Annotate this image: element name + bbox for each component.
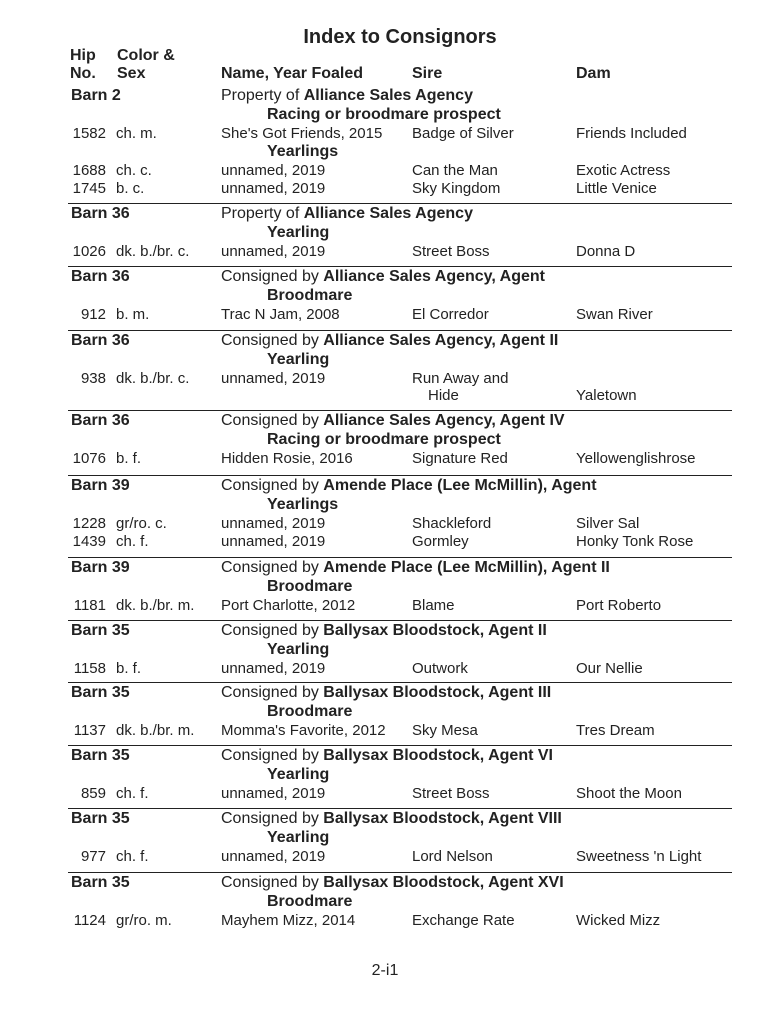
consignor-section — [68, 872, 732, 933]
consignor-name: Ballysax Bloodstock, Agent II — [323, 622, 547, 639]
consignor-name: Alliance Sales Agency — [303, 87, 473, 104]
consignor-line — [221, 559, 610, 577]
sire: Street Boss — [412, 785, 490, 802]
sire-continued: Hide — [428, 387, 459, 404]
color-sex: b. f. — [116, 450, 142, 467]
table-row — [68, 162, 732, 180]
barn-label: Barn 35 — [71, 747, 130, 764]
page-title: Index to Consignors — [303, 26, 497, 48]
color-sex: ch. f. — [116, 533, 149, 550]
color-sex: ch. m. — [116, 125, 157, 142]
sire: Gormley — [412, 533, 469, 550]
barn-label: Barn 35 — [71, 874, 130, 891]
horse-name: unnamed, 2019 — [221, 243, 326, 260]
table-row — [68, 125, 732, 143]
hip-number: 1137 — [73, 722, 106, 739]
hip-number: 1026 — [72, 243, 106, 260]
consignor-line — [221, 747, 553, 765]
hip-number: 1582 — [72, 125, 106, 142]
table-row — [68, 370, 732, 404]
barn-label: Barn 2 — [71, 87, 121, 104]
consignor-prefix: Consigned by — [221, 622, 324, 639]
consignor-name: Alliance Sales Agency, Agent II — [323, 332, 559, 349]
color-sex: ch. f. — [116, 848, 149, 865]
consignor-section — [68, 475, 732, 550]
table-row — [68, 722, 732, 740]
hip-number: 1181 — [73, 597, 106, 614]
horse-name: unnamed, 2019 — [221, 533, 326, 550]
sire: Signature Red — [412, 450, 508, 467]
category-label: Racing or broodmare prospect — [267, 106, 501, 123]
consignor-name: Ballysax Bloodstock, Agent XVI — [323, 874, 564, 891]
consignor-prefix: Property of — [221, 87, 304, 104]
dam: Tres Dream — [576, 722, 655, 739]
consignor-section — [68, 808, 732, 869]
consignor-name: Amende Place (Lee McMillin), Agent II — [323, 559, 610, 576]
color-sex: gr/ro. c. — [116, 515, 167, 532]
sire: Outwork — [412, 660, 468, 677]
consignor-line — [221, 332, 558, 350]
consignor-prefix: Property of — [221, 205, 304, 222]
hip-number: 912 — [80, 306, 106, 323]
consignor-prefix: Consigned by — [221, 684, 324, 701]
column-header-color-sex: Color & Sex — [117, 47, 175, 82]
consignor-line — [221, 874, 564, 892]
dam: Yaletown — [576, 387, 637, 404]
category-label: Broodmare — [267, 578, 353, 595]
horse-name: unnamed, 2019 — [221, 848, 326, 865]
color-sex: b. f. — [116, 660, 142, 677]
dam: Yellowenglishrose — [576, 450, 696, 467]
color-sex: dk. b./br. m. — [116, 722, 195, 739]
category-label: Yearling — [267, 351, 330, 368]
dam: Wicked Mizz — [576, 912, 661, 929]
consignor-prefix: Consigned by — [221, 268, 324, 285]
dam: Little Venice — [576, 180, 657, 197]
consignor-line — [221, 87, 473, 105]
color-sex: b. m. — [116, 306, 150, 323]
barn-label: Barn 39 — [71, 559, 130, 576]
table-row — [68, 515, 732, 533]
dam: Friends Included — [576, 125, 687, 142]
table-row — [68, 450, 732, 468]
barn-label: Barn 36 — [71, 412, 130, 429]
color-sex: dk. b./br. m. — [116, 597, 195, 614]
page-number: 2-i1 — [371, 962, 399, 979]
horse-name: Momma's Favorite, 2012 — [221, 722, 386, 739]
horse-name: unnamed, 2019 — [221, 162, 326, 179]
sire: Lord Nelson — [412, 848, 493, 865]
color-sex: ch. c. — [116, 162, 152, 179]
dam: Silver Sal — [576, 515, 640, 532]
column-header-name: Name, Year Foaled — [221, 65, 363, 82]
category-label: Yearling — [267, 766, 330, 783]
category-label: Racing or broodmare prospect — [267, 431, 501, 448]
column-header-dam: Dam — [576, 65, 611, 82]
consignor-section — [68, 745, 732, 806]
hip-number: 938 — [80, 370, 106, 387]
sire: Run Away and — [412, 370, 509, 387]
sire: Sky Mesa — [412, 722, 478, 739]
consignor-section — [68, 330, 732, 404]
color-sex: dk. b./br. c. — [116, 243, 190, 260]
hip-number: 1228 — [72, 515, 106, 532]
consignor-section — [68, 557, 732, 618]
category-label: Yearlings — [267, 496, 339, 513]
category-label: Yearling — [267, 641, 330, 658]
color-sex: ch. f. — [116, 785, 149, 802]
hip-number: 859 — [80, 785, 106, 802]
category-label: Yearling — [267, 224, 330, 241]
consignor-prefix: Consigned by — [221, 810, 324, 827]
table-row — [68, 785, 732, 803]
barn-label: Barn 39 — [71, 477, 130, 494]
table-row — [68, 243, 732, 261]
sire: Street Boss — [412, 243, 490, 260]
barn-label: Barn 35 — [71, 684, 130, 701]
sire: Blame — [412, 597, 455, 614]
hip-number: 1158 — [73, 660, 106, 677]
horse-name: Hidden Rosie, 2016 — [221, 450, 353, 467]
consignor-name: Ballysax Bloodstock, Agent III — [323, 684, 552, 701]
consignor-prefix: Consigned by — [221, 477, 324, 494]
consignor-name: Alliance Sales Agency — [303, 205, 473, 222]
barn-label: Barn 35 — [71, 622, 130, 639]
sire: Exchange Rate — [412, 912, 515, 929]
horse-name: unnamed, 2019 — [221, 660, 326, 677]
consignor-section — [68, 410, 732, 471]
consignor-section — [68, 203, 732, 264]
category-label: Yearlings — [267, 143, 339, 160]
consignor-name: Ballysax Bloodstock, Agent VIII — [323, 810, 562, 827]
column-header-hip: Hip No. — [70, 47, 96, 82]
consignor-name: Ballysax Bloodstock, Agent VI — [323, 747, 553, 764]
consignor-section — [68, 86, 732, 197]
consignor-line — [221, 810, 562, 828]
horse-name: unnamed, 2019 — [221, 515, 326, 532]
consignor-prefix: Consigned by — [221, 747, 324, 764]
dam: Donna D — [576, 243, 636, 260]
dam: Swan River — [576, 306, 653, 323]
consignor-prefix: Consigned by — [221, 332, 324, 349]
category-label: Yearling — [267, 829, 330, 846]
color-sex: gr/ro. m. — [116, 912, 172, 929]
color-sex: b. c. — [116, 180, 145, 197]
consignor-line — [221, 268, 545, 286]
dam: Shoot the Moon — [576, 785, 682, 802]
consignor-prefix: Consigned by — [221, 412, 324, 429]
consignor-line — [221, 412, 565, 430]
table-row — [68, 306, 732, 324]
consignor-prefix: Consigned by — [221, 874, 324, 891]
horse-name: She's Got Friends, 2015 — [221, 125, 383, 142]
table-row — [68, 533, 732, 551]
table-row — [68, 660, 732, 678]
hip-number: 1688 — [72, 162, 106, 179]
horse-name: unnamed, 2019 — [221, 180, 326, 197]
table-row — [68, 848, 732, 866]
column-header-sire: Sire — [412, 65, 443, 82]
dam: Port Roberto — [576, 597, 662, 614]
barn-label: Barn 35 — [71, 810, 130, 827]
sire: Can the Man — [412, 162, 498, 179]
sire: Sky Kingdom — [412, 180, 501, 197]
sire: El Corredor — [412, 306, 489, 323]
dam: Exotic Actress — [576, 162, 671, 179]
color-sex: dk. b./br. c. — [116, 370, 190, 387]
hip-number: 1745 — [72, 180, 106, 197]
consignor-section — [68, 620, 732, 681]
hip-number: 1124 — [73, 912, 106, 929]
consignor-name: Alliance Sales Agency, Agent — [323, 268, 545, 285]
barn-label: Barn 36 — [71, 332, 130, 349]
category-label: Broodmare — [267, 287, 353, 304]
category-label: Broodmare — [267, 893, 353, 910]
dam: Honky Tonk Rose — [576, 533, 694, 550]
consignor-line — [221, 205, 473, 223]
category-label: Broodmare — [267, 703, 353, 720]
hip-number: 1439 — [72, 533, 106, 550]
dam: Our Nellie — [576, 660, 643, 677]
horse-name: unnamed, 2019 — [221, 785, 326, 802]
hip-number: 977 — [80, 848, 106, 865]
sire: Badge of Silver — [412, 125, 514, 142]
horse-name: Mayhem Mizz, 2014 — [221, 912, 356, 929]
table-row — [68, 912, 732, 930]
consignor-prefix: Consigned by — [221, 559, 324, 576]
consignor-name: Alliance Sales Agency, Agent IV — [323, 412, 565, 429]
horse-name: unnamed, 2019 — [221, 370, 326, 387]
barn-label: Barn 36 — [71, 268, 130, 285]
barn-label: Barn 36 — [71, 205, 130, 222]
hip-number: 1076 — [72, 450, 106, 467]
sire: Shackleford — [412, 515, 492, 532]
table-row — [68, 180, 732, 198]
horse-name: Port Charlotte, 2012 — [221, 597, 356, 614]
horse-name: Trac N Jam, 2008 — [221, 306, 340, 323]
dam: Sweetness 'n Light — [576, 848, 702, 865]
consignor-line — [221, 622, 547, 640]
consignor-line — [221, 684, 551, 702]
consignor-name: Amende Place (Lee McMillin), Agent — [323, 477, 597, 494]
consignor-section — [68, 682, 732, 743]
consignor-line — [221, 477, 597, 495]
table-row — [68, 597, 732, 615]
consignor-section — [68, 266, 732, 327]
